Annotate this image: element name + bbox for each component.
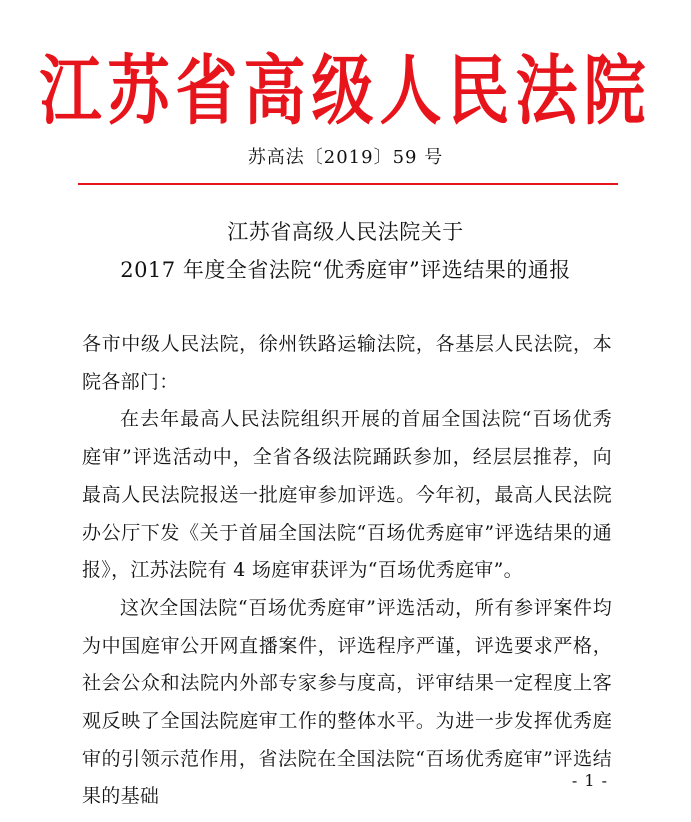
issuer-masthead: 江苏省高级人民法院 (39, 46, 652, 136)
red-divider-line (78, 183, 618, 185)
body-paragraph-1: 在去年最高人民法院组织开展的首届全国法院“百场优秀庭审”评选活动中，全省各级法院踊跃参加，经层层推荐，向最高人民法院报送一批庭审参加评选。今年初，最高人民法院办公厅下发《关于首届全国法院“百场优秀庭审”评选结果的通报》，江苏法院有 4 场庭审获评为“百场优秀庭审”。 (82, 408, 612, 582)
salutation: 各市中级人民法院，徐州铁路运输法院，各基层人民法院，本院各部门： (82, 333, 612, 393)
document-body (82, 326, 612, 816)
document-title-line-2: 2017 年度全省法院“优秀庭审”评选结果的通报 (120, 258, 571, 282)
body-paragraph-2: 这次全国法院“百场优秀庭审”评选活动，所有参评案件均为中国庭审公开网直播案件，评选程序严谨，评选要求严格，社会公众和法院内外部专家参与度高，评审结果一定程度上客观反映了全国法院庭审工作的整体水平。为进一步发挥优秀庭审的引领示范作用，省法院在全国法院“百场优秀庭审”评选结果的基础 (82, 596, 612, 808)
page-number: - 1 - (571, 771, 609, 790)
document-title-line-1: 江苏省高级人民法院关于 (227, 220, 464, 244)
document-number: 苏高法〔2019〕59 号 (247, 147, 444, 168)
